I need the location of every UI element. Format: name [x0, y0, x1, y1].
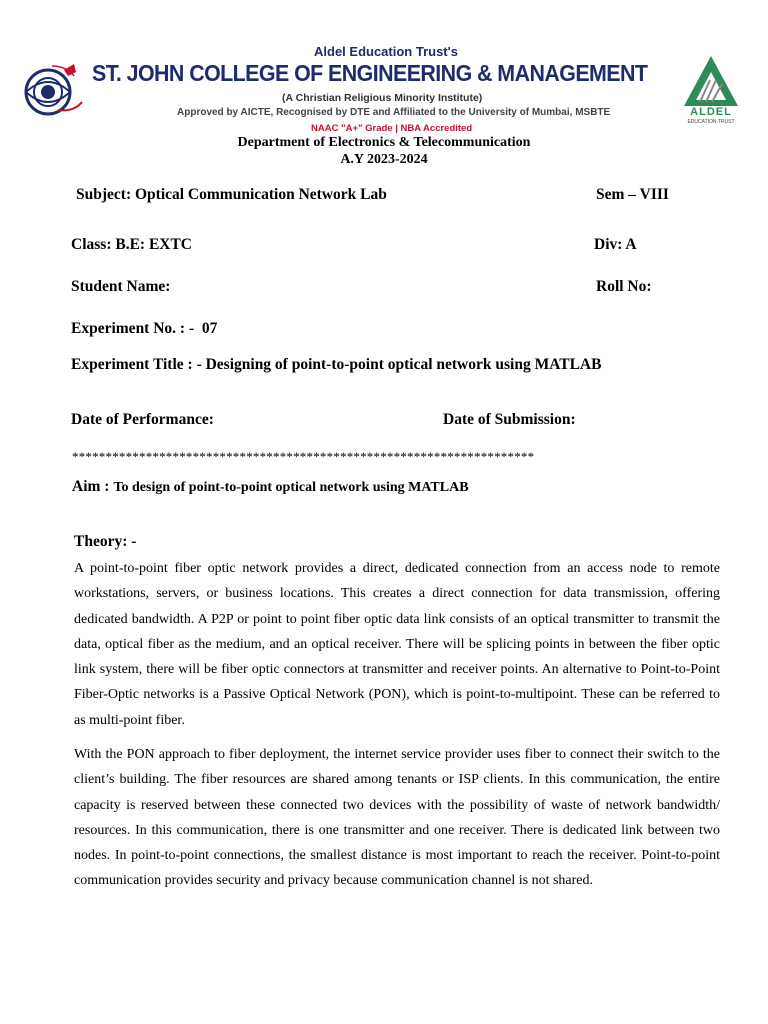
college-name: ST. JOHN COLLEGE OF ENGINEERING & MANAGEMENT: [92, 60, 648, 86]
department: Department of Electronics & Telecommunication: [237, 135, 531, 150]
student-name-field: Student Name:: [71, 278, 171, 295]
theory-paragraph-1: A point-to-point fiber optic network provides a direct, dedicated connection from an access node to remote workstations, servers, or business locations. This creates a direct connection for data transmission, offering dedicated bandwidth. A P2P or point to point fiber optic data link consists of an optical transmitter to transmit the data, optical fiber as the medium, and an optical receiver. There will be splicing points in between the fiber optic link system, there will be fiber optic connectors at transmitter and receiver points. An alternative to Point-to-Point Fiber-Optic networks is a Passive Optical Network (PON), which is point-to-multipoint. These can be referred to as multi-point fiber.: [74, 561, 720, 728]
division-field: Div: A: [594, 236, 637, 253]
subject-field: Subject: Optical Communication Network Lab: [76, 186, 387, 203]
approval-note: Approved by AICTE, Recognised by DTE and Affiliated to the University of Mumbai, MSBTE: [177, 107, 611, 118]
roll-no-field: Roll No:: [596, 278, 652, 295]
class-field: Class: B.E: EXTC: [71, 236, 193, 253]
aldel-logo-text: ALDEL: [690, 106, 732, 118]
theory-paragraph-2: With the PON approach to fiber deployment, the internet service provider uses fiber to connect their switch to the client’s building. The fiber resources are shared among tenants or ISP clients. In this communication, the entire capacity is reserved between these connected two devices with the possibility of waste of network bandwidth/ resources. In this communication, there is one transmitter and one receiver. There is dedicated link between two nodes. In point-to-point connections, the smallest distance is most important to reach the receiver. Point-to-point communication provides security and privacy because communication channel is not shared.: [74, 747, 720, 889]
aim-text: To design of point-to-point optical network using MATLAB: [113, 480, 469, 495]
date-of-submission: Date of Submission:: [443, 411, 576, 428]
aldel-logo: [680, 54, 742, 128]
academic-year: A.Y 2023-2024: [340, 152, 428, 167]
experiment-title: Experiment Title : - Designing of point-to-point optical network using MATLAB: [71, 356, 602, 373]
separator-line: *********************************************************************: [72, 449, 535, 464]
naac-note: NAAC "A+" Grade | NBA Accredited: [311, 123, 473, 134]
date-of-performance: Date of Performance:: [71, 411, 214, 428]
college-logo: [18, 62, 90, 122]
aim-label: Aim :: [72, 478, 110, 495]
semester-field: Sem – VIII: [596, 186, 669, 203]
experiment-number: Experiment No. : - 07: [71, 320, 218, 337]
aldel-logo-subtext: EDUCATION TRUST: [687, 119, 735, 125]
aim-section: [72, 478, 469, 496]
theory-heading: Theory: -: [74, 533, 137, 550]
trust-name: Aldel Education Trust's: [314, 44, 458, 59]
minority-note: (A Christian Religious Minority Institute): [282, 92, 483, 104]
